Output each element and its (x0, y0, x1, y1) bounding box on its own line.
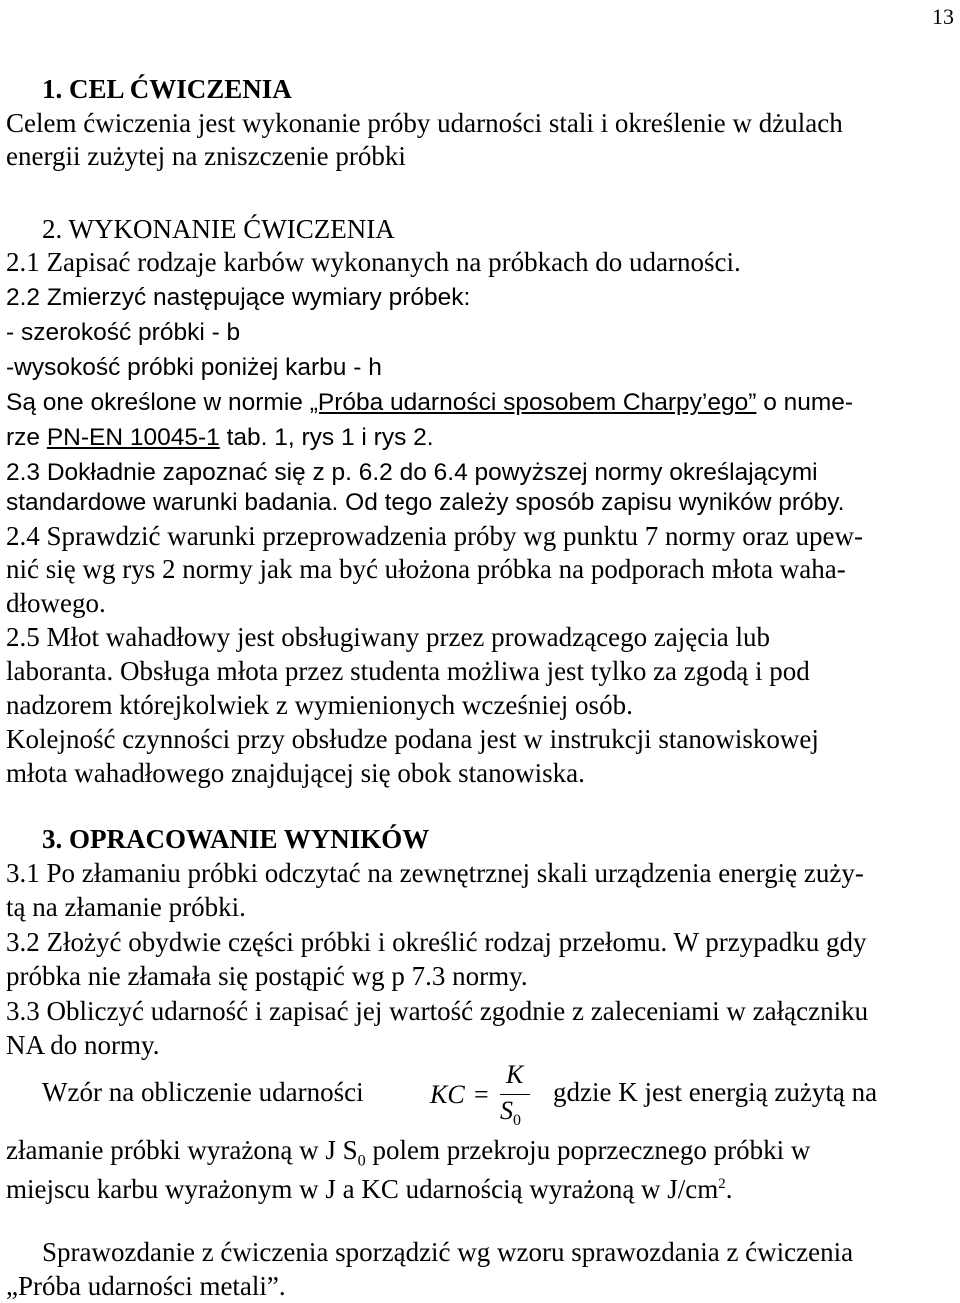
section-1-line: energii zużytej na zniszczenie próbki (6, 141, 406, 171)
formula-intro: Wzór na obliczenie udarności (42, 1077, 364, 1107)
formula-after: gdzie K jest energią zużytą na (553, 1077, 878, 1107)
section-2-line: - szerokość próbki - b (6, 319, 241, 346)
section-2-line: młota wahadłowego znajdującej się obok stanowiska. (6, 758, 585, 788)
section-2-line: nadzorem którejkolwiek z wymienionych wcześniej osób. (6, 690, 633, 720)
section-2-line: 2.5 Młot wahadłowy jest obsługiwany przez prowadzącego zajęcia lub (6, 622, 770, 652)
section-2-line: Kolejność czynności przy obsłudze podana jest w instrukcji stanowiskowej (6, 724, 819, 754)
section-2-heading: 2. WYKONANIE ĆWICZENIA (42, 214, 395, 244)
norm-number: PN-EN 10045-1 (46, 424, 220, 451)
norm-number-line (6, 421, 434, 454)
section-2-line: dłowego. (6, 588, 106, 618)
norm-text: tab. 1, rys 1 i rys 2. (219, 424, 434, 451)
section-2-line: 2.4 Sprawdzić warunki przeprowadzenia próby wg punktu 7 normy oraz upew- (6, 521, 863, 551)
formula-lhs: KC (430, 1080, 465, 1109)
section-3-heading: 3. OPRACOWANIE WYNIKÓW (42, 824, 430, 854)
section-3-line: 3.3 Obliczyć udarność i zapisać jej wartość zgodnie z zaleceniami w załączniku (6, 996, 869, 1026)
report-line: Sprawozdanie z ćwiczenia sporządzić wg wzoru sprawozdania z ćwiczenia (42, 1237, 854, 1267)
section-3-line: próbka nie złamała się postąpić wg p 7.3 normy. (6, 961, 528, 991)
norm-text: rze (6, 424, 47, 451)
explanation-line: złamanie próbki wyrażoną w J $S_0$ polem przekroju poprzecznego próbki w (6, 1135, 811, 1170)
page-number: 13 (932, 4, 954, 29)
norm-text: o nume- (756, 389, 854, 416)
section-3-line: NA do normy. (6, 1030, 160, 1060)
section-3-line: tą na złamanie próbki. (6, 892, 246, 922)
report-line: „Próba udarności metali”. (6, 1271, 286, 1301)
section-2-line: 2.1 Zapisać rodzaje karbów wykonanych na próbkach do udarności. (6, 247, 741, 277)
section-2-line: nić się wg rys 2 normy jak ma być ułożona próbka na podporach młota waha- (6, 554, 846, 584)
section-2-line: 2.2 Zmierzyć następujące wymiary próbek: (6, 284, 471, 311)
norm-reference-line (6, 386, 853, 419)
impact-strength-formula (430, 1062, 550, 1132)
norm-text: Są one określone w normie (6, 389, 310, 416)
explanation-line: miejscu karbu wyrażonym w J a KC udarnością wyrażoną w $J/cm^2$. (6, 1174, 733, 1204)
formula-equals: = (474, 1080, 489, 1109)
section-1-line: Celem ćwiczenia jest wykonanie próby udarności stali i określenie w dżulach (6, 108, 843, 138)
section-3-line: 3.1 Po złamaniu próbki odczytać na zewnętrznej skali urządzenia energię zuży- (6, 858, 864, 888)
section-2-line: standardowe warunki badania. Od tego zależy sposób zapisu wyników próby. (6, 489, 845, 516)
section-2-line: laboranta. Obsługa młota przez studenta możliwa jest tylko za zgodą i pod (6, 656, 810, 686)
section-3-line: 3.2 Złożyć obydwie części próbki i określić rodzaj przełomu. W przypadku gdy (6, 927, 867, 957)
formula-denominator: $S_0$ (500, 1096, 521, 1130)
formula-numerator: K (506, 1060, 524, 1089)
section-2-line: -wysokość próbki poniżej karbu - h (6, 354, 382, 381)
norm-title: „Próba udarności sposobem Charpy’ego” (309, 389, 757, 416)
section-2-line: 2.3 Dokładnie zapoznać się z p. 6.2 do 6.4 powyższej normy określającymi (6, 459, 818, 486)
fraction-bar (500, 1094, 530, 1095)
section-1-heading: 1. CEL ĆWICZENIA (42, 74, 292, 104)
